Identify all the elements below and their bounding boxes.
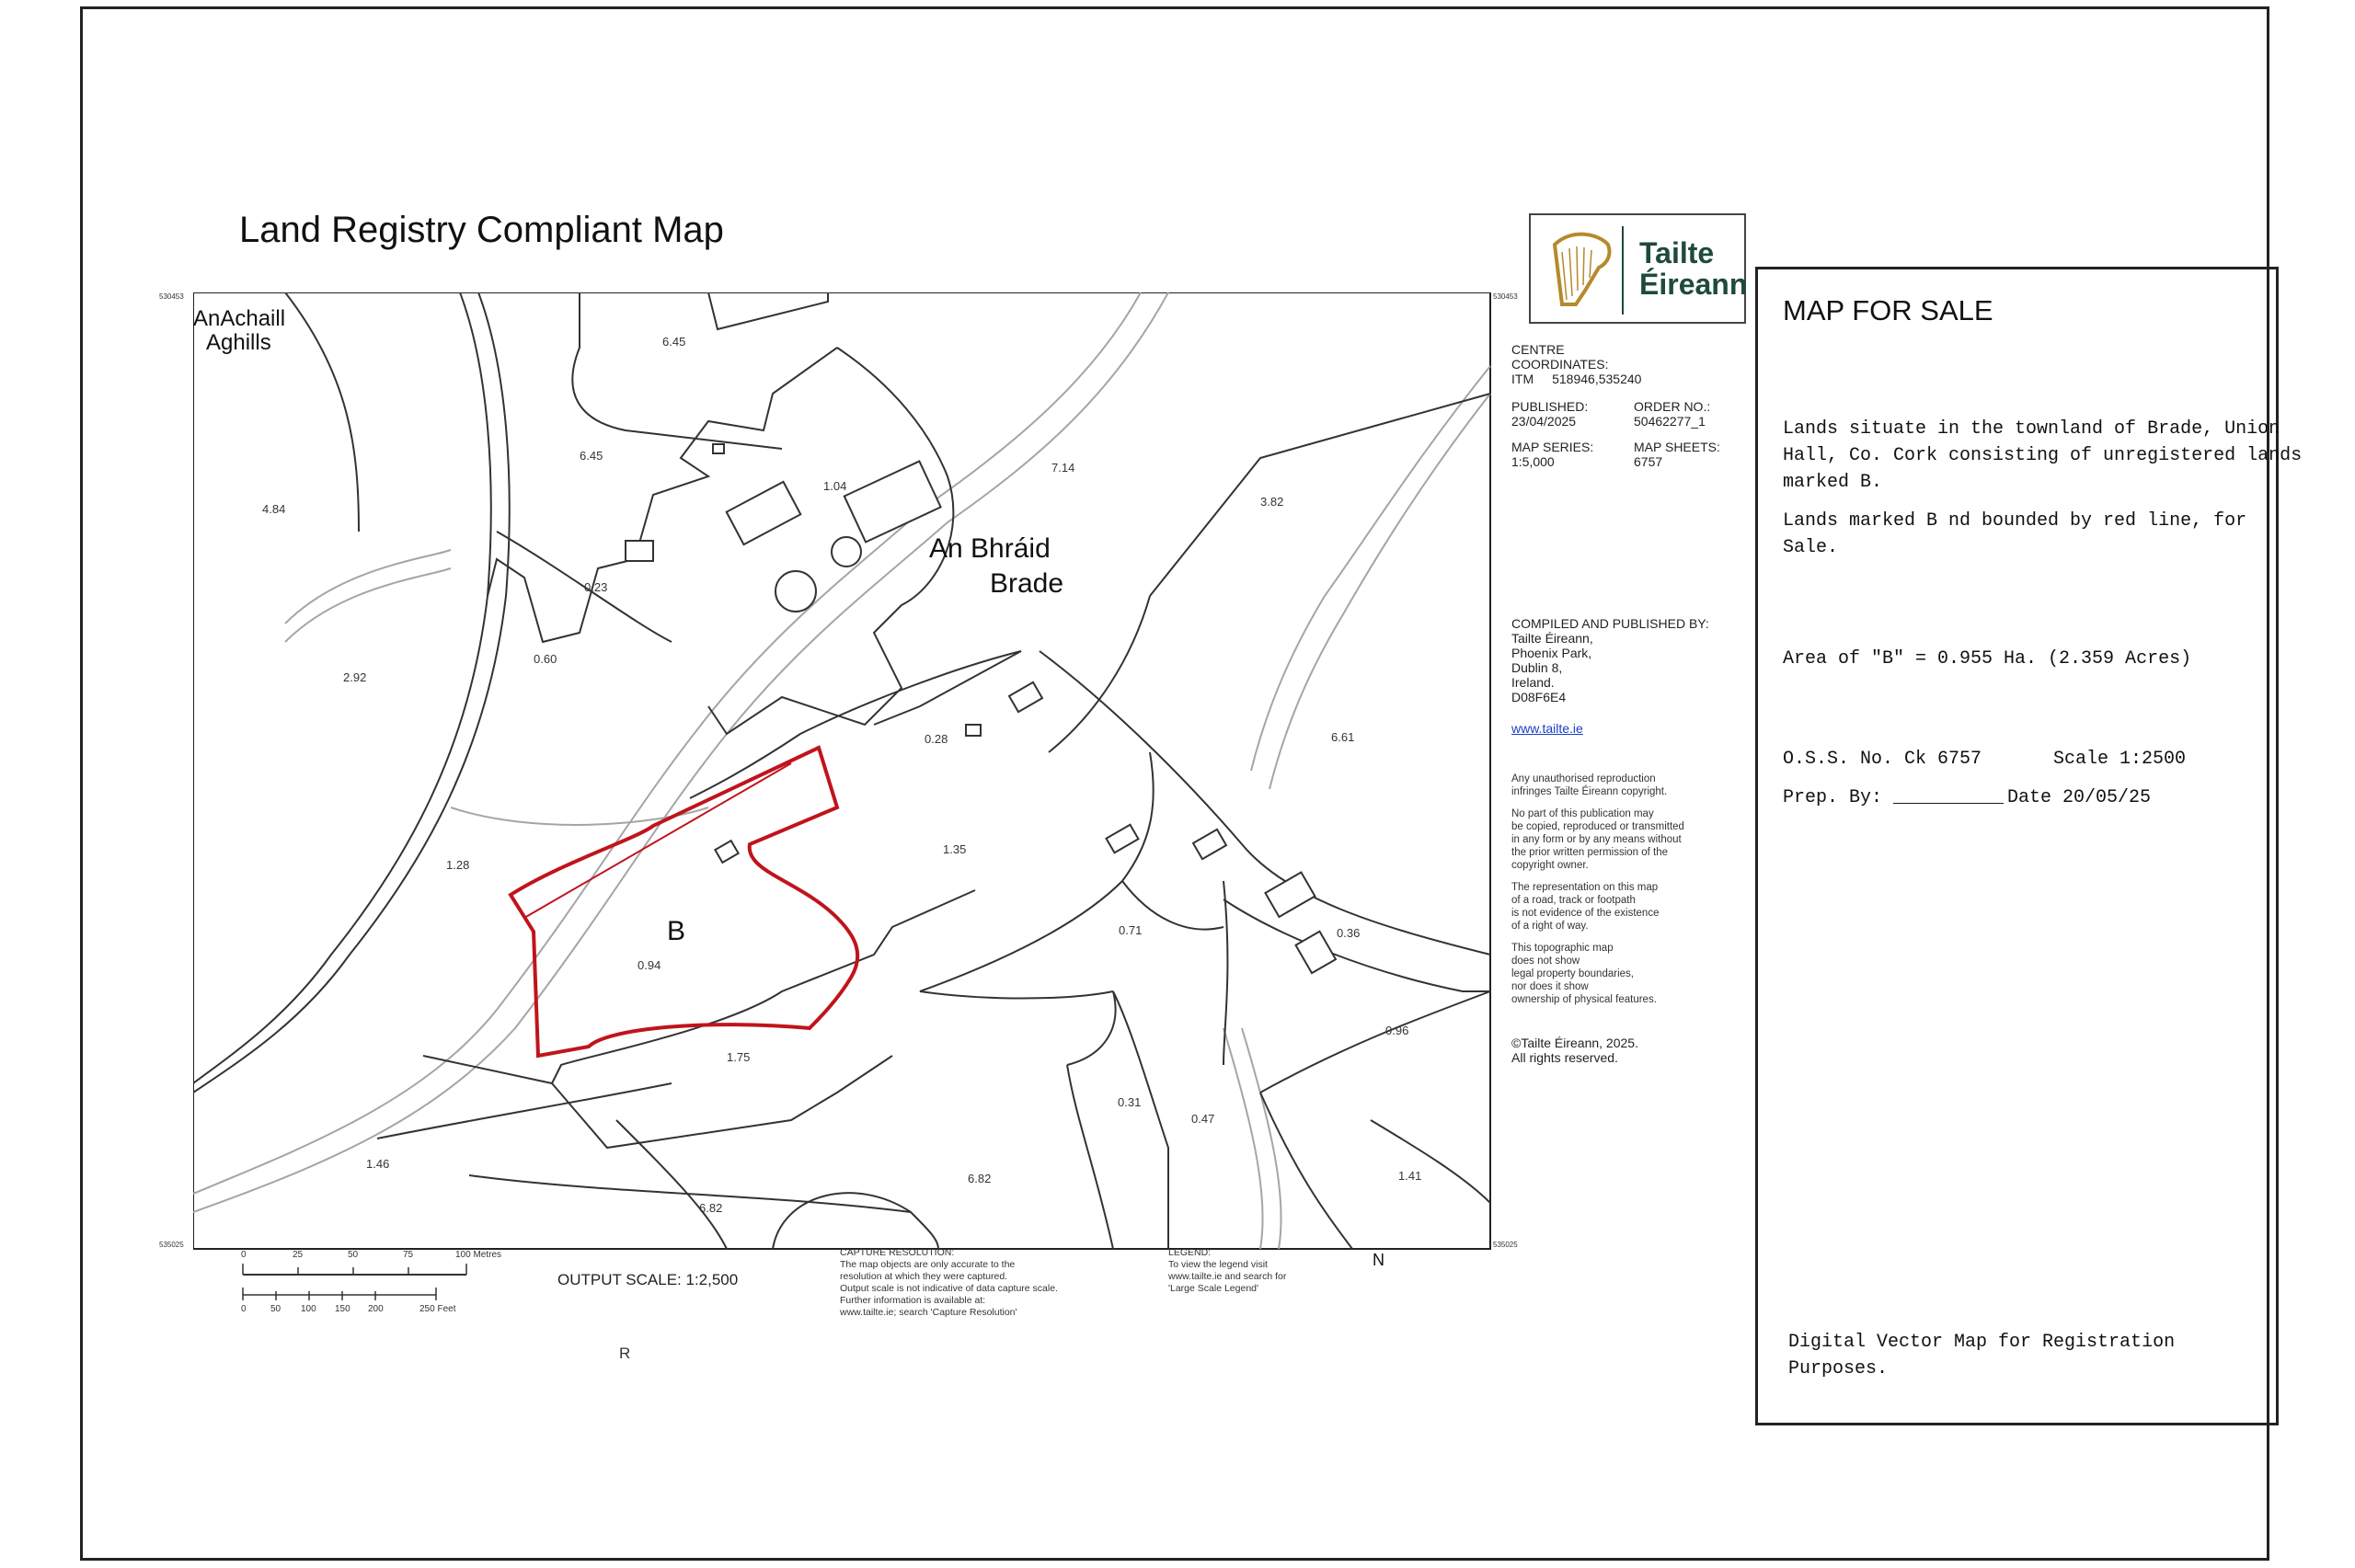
corner-coord: 535025: [1493, 1241, 1518, 1249]
notice-copyright: Any unauthorised reproduction infringes Tailte Éireann copyright.: [1511, 773, 1668, 797]
feet-tick-label: 100: [301, 1304, 316, 1314]
metre-tick-label: 75: [403, 1250, 414, 1260]
map-panel: [193, 292, 1499, 1382]
area-label: 1.28: [446, 858, 470, 872]
side-panel-paragraph-2: Lands marked B nd bounded by red line, for Sale.: [1783, 510, 2247, 558]
map-title: Land Registry Compliant Map: [239, 210, 724, 250]
area-label: 1.04: [823, 479, 847, 493]
published-row: PUBLISHED: 23/04/2025 ORDER NO.: 50462277_1: [1511, 399, 1711, 429]
svg-text:AnAchaill: AnAchaill: [193, 306, 286, 331]
corner-coord: 535025: [159, 1241, 184, 1249]
svg-text:An Bhráid: An Bhráid: [929, 533, 1051, 564]
legend-note: LEGEND: To view the legend visit www.tailte.ie and search for 'Large Scale Legend': [1168, 1247, 1287, 1294]
area-label: 7.14: [1051, 461, 1075, 475]
area-label: 2.92: [343, 670, 367, 684]
notice-boundaries: This topographic map does not show legal property boundaries, nor does it show ownership of physical features.: [1511, 943, 1657, 1005]
panel-date: Date 20/05/25: [2007, 787, 2152, 808]
area-label: 6.82: [699, 1201, 723, 1215]
metre-tick-label: 0: [241, 1250, 247, 1260]
metre-tick-label: 25: [293, 1250, 304, 1260]
map-canvas: [193, 292, 1499, 1378]
map-frame: [193, 292, 1490, 1249]
feet-tick-label: 150: [335, 1304, 350, 1314]
feet-tick-label: 200: [368, 1304, 384, 1314]
area-statement: Area of "B" = 0.955 Ha. (2.359 Acres): [1783, 648, 2192, 670]
area-label: 0.94: [638, 958, 661, 972]
website-link[interactable]: www.tailte.ie: [1511, 721, 1583, 736]
oss-number: O.S.S. No. Ck 6757: [1783, 749, 1982, 770]
notice-right-of-way: The representation on this map of a road, track or footpath is not evidence of the existence of a right of way.: [1511, 882, 1660, 932]
harp-icon: [1534, 217, 1636, 324]
output-scale: OUTPUT SCALE: 1:2,500: [557, 1271, 739, 1288]
r-label: R: [619, 1345, 631, 1362]
centre-coordinates-label: CENTRE COORDINATES:: [1511, 342, 1609, 372]
area-label: 0.96: [1385, 1024, 1409, 1037]
parcel-b-label: B: [667, 916, 686, 946]
itm-row: ITM 518946,535240: [1511, 372, 1642, 386]
area-label: 0.31: [1118, 1095, 1142, 1109]
area-label: 0.60: [534, 652, 557, 666]
area-label: 4.84: [262, 502, 286, 516]
area-label: 3.82: [1260, 495, 1284, 509]
area-label: 6.45: [662, 335, 686, 349]
area-label: 1.75: [727, 1050, 751, 1064]
feet-tick-label: 250 Feet: [419, 1304, 456, 1314]
corner-coord: 530453: [159, 292, 184, 301]
area-label: 0.71: [1119, 923, 1143, 937]
area-label: 1.46: [366, 1157, 390, 1171]
capture-resolution: CAPTURE RESOLUTION: The map objects are only accurate to the resolution at which they were captured. Output scale is not indicative of data capture scale. Further information is available at: www.tailte.ie; search 'Capture Resolution': [840, 1247, 1058, 1318]
north-label: N: [1373, 1251, 1384, 1269]
metre-tick-label: 50: [348, 1250, 359, 1260]
feet-tick-label: 0: [241, 1304, 247, 1314]
area-label: 1.41: [1398, 1169, 1422, 1183]
tailte-eireann-logo: [1529, 213, 1746, 324]
area-label: 0.36: [1337, 926, 1361, 940]
area-label: 6.45: [580, 449, 603, 463]
area-label: 1.35: [943, 842, 967, 856]
map-info-column: [1511, 342, 1751, 1065]
svg-text:Aghills: Aghills: [206, 330, 271, 355]
notice-reproduction: No part of this publication may be copied, reproduced or transmitted in any form or by any means without the prior written permission of the copyright owner.: [1511, 808, 1684, 871]
metre-tick-label: 100 Metres: [455, 1250, 502, 1260]
copyright-note: ©Tailte Éireann, 2025. All rights reserved.: [1511, 1036, 1638, 1065]
area-label: 6.82: [968, 1172, 992, 1185]
corner-coord: 530453: [1493, 292, 1518, 301]
side-panel-footer: Digital Vector Map for Registration Purposes.: [1788, 1332, 2176, 1379]
map-series-row: MAP SERIES: 1:5,000 MAP SHEETS: 6757: [1511, 440, 1720, 469]
area-label: 0.23: [584, 580, 608, 594]
side-panel-title: MAP FOR SALE: [1783, 294, 1993, 326]
logo-wordmark: Tailte Éireann: [1639, 236, 1748, 301]
area-label: 6.61: [1331, 730, 1355, 744]
compiled-by: COMPILED AND PUBLISHED BY: Tailte Éireann, Phoenix Park, Dublin 8, Ireland. D08F6E4: [1511, 616, 1709, 704]
side-panel-paragraph-1: Lands situate in the townland of Brade, Union Hall, Co. Cork consisting of unregistered lands marked B.: [1783, 418, 2303, 493]
area-label: 0.28: [925, 732, 948, 746]
svg-text:Brade: Brade: [990, 568, 1064, 599]
feet-tick-label: 50: [270, 1304, 281, 1314]
prepared-by: Prep. By: __________: [1783, 787, 2005, 808]
panel-scale: Scale 1:2500: [2053, 749, 2187, 770]
area-label: 0.47: [1191, 1112, 1215, 1126]
